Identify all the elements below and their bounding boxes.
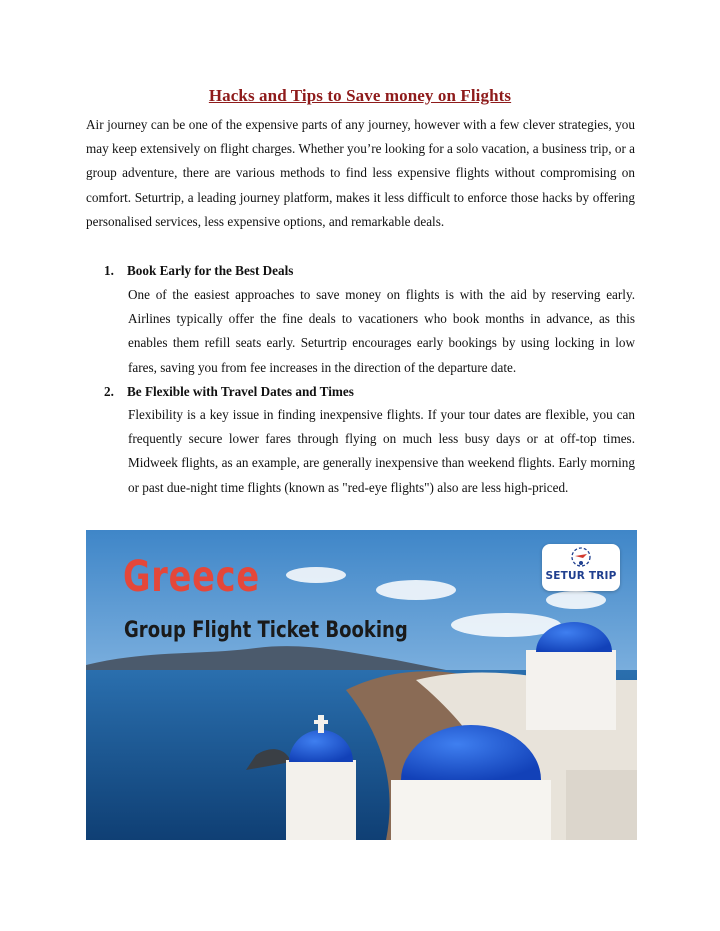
list-heading-text: Be Flexible with Travel Dates and Times [127,384,354,399]
banner-headline: Greece [123,552,260,602]
small-church [286,760,356,840]
cross-icon [314,720,328,724]
list-number: 1. [104,263,114,278]
list-number: 2. [104,384,114,399]
intro-paragraph: Air journey can be one of the expensive parts of any journey, however with a few clever strategies, you may keep extensively on flight charges. Whether you’re looking for a solo vacation, a business trip, or a group adventure, there are various methods to find less expensive flights without compromising on comfort. Seturtrip, a leading journey platform, makes it less difficult to enforce those hacks by offering personalised services, less expensive options, and remarkable deals. [86,117,635,229]
logo-text: SETUR TRIP [545,570,617,582]
large-church [391,780,551,840]
banner-image [86,530,637,840]
list-item-body-1: One of the easiest approaches to save money on flights is with the aid by reserving early. Airlines typically offer the fine deals to vacationers who book months in advance, as this enables them refill seats early. Seturtrip encourages early bookings by using locking in low fares, saving you from fee increases in the direction of the departure date. [128,287,635,375]
list-item-heading-2 [104,382,354,402]
seturtrip-logo [542,544,620,591]
list-item-body-2: Flexibility is a key issue in finding inexpensive flights. If your tour dates are flexible, you can frequently secure lower fares through flying on much less busy days or at off-top times. Midweek flights, as an example, are generally inexpensive than weekend flights. Early morning or past due-night time flights (known as "red-eye flights") also are less high-priced. [128,407,635,495]
page-title: Hacks and Tips to Save money on Flights [208,86,512,105]
banner-subheadline: Group Flight Ticket Booking [124,618,408,643]
list-item-heading-1 [104,261,293,281]
list-heading-text: Book Early for the Best Deals [127,263,294,278]
